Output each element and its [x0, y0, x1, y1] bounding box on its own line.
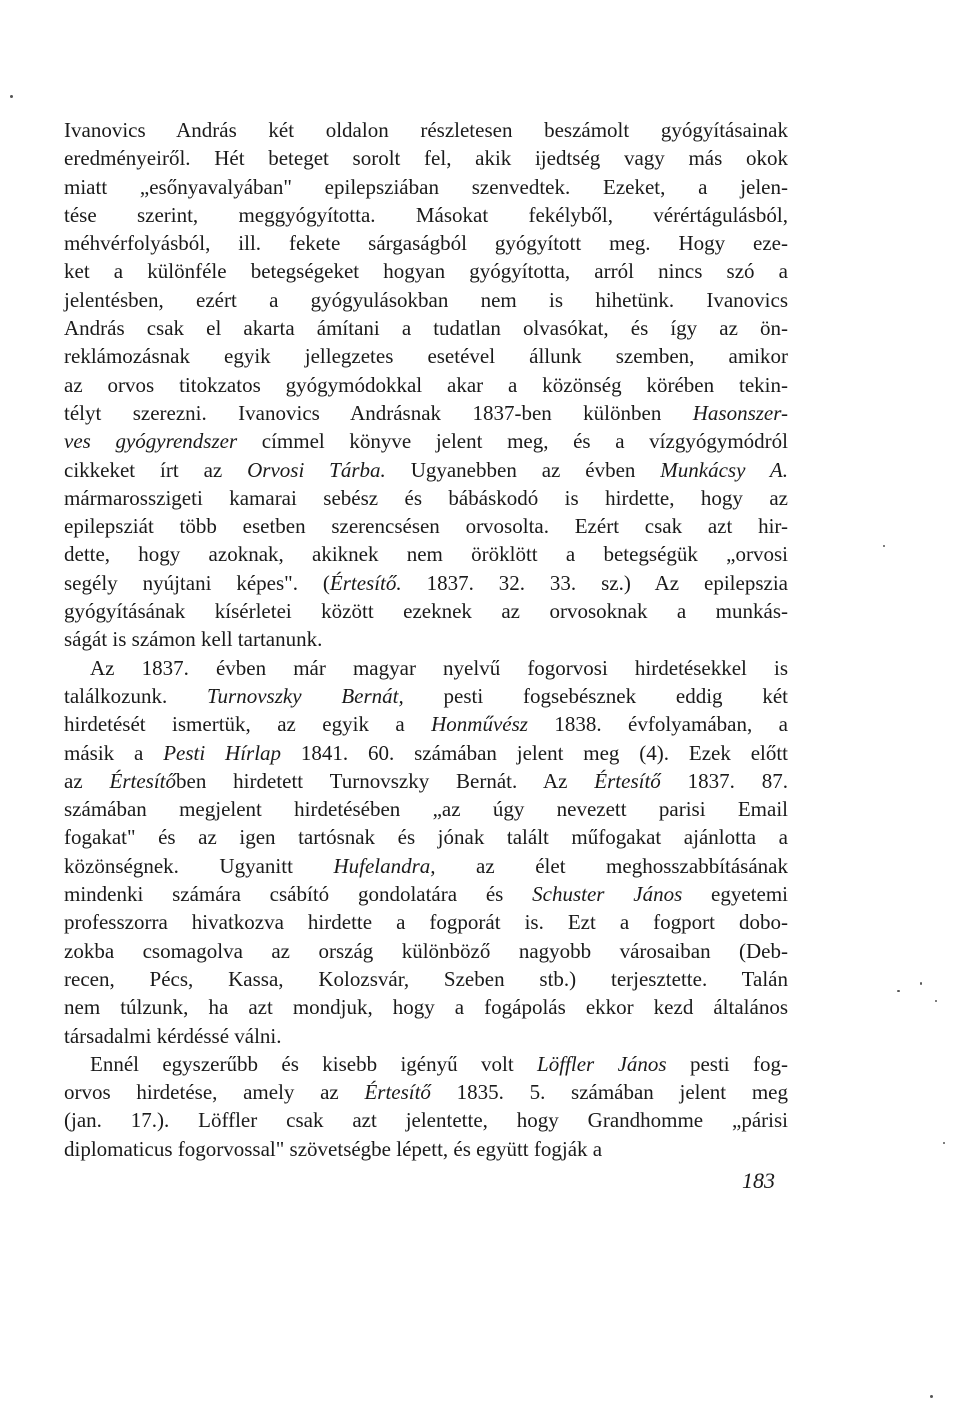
text-line [64, 371, 788, 399]
text-segment: zokba csomagolva az ország különböző nagyobb városaiban (Deb- [64, 938, 788, 963]
text-line [64, 1050, 788, 1078]
text-segment: professzorra hivatkozva hirdette a fogporát is. Ezt a fogport dobo- [64, 910, 788, 935]
text-segment: reklámozásnak egyik jellegzetes esetével állunk szemben, amikor [64, 344, 788, 369]
text-line [64, 540, 788, 568]
text-line [64, 965, 788, 993]
scan-speck [897, 990, 900, 992]
text-segment: recen, Pécs, Kassa, Kolozsvár, Szeben stb.) terjesztette. Talán [64, 966, 788, 991]
text-line [64, 286, 788, 314]
text-line [64, 1078, 788, 1106]
text-segment: orvos hirdetése, amely az [64, 1080, 365, 1105]
text-line [64, 682, 788, 710]
italic-segment: Hasonszer- [692, 400, 788, 425]
text-segment: ságát is számon kell tartanunk. [64, 627, 323, 652]
text-line [64, 456, 788, 484]
text-line [64, 116, 788, 144]
text-segment: dette, hogy azoknak, akiknek nem öröklött a betegségük „orvosi [64, 542, 788, 567]
text-line [64, 569, 788, 597]
text-segment: miatt „esőnyavalyában" epilepsziában szenvedtek. Ezeket, a jelen- [64, 174, 788, 199]
text-segment: az élet meghosszabbításának [435, 853, 788, 878]
scan-speck [943, 1142, 945, 1144]
text-segment: 1838. évfolyamában, a [527, 712, 788, 737]
text-line [64, 512, 788, 540]
text-line [64, 1106, 788, 1134]
italic-segment: ves gyógyrendszer [64, 429, 238, 454]
text-line [64, 484, 788, 512]
text-segment: télyt szerezni. Ivanovics Andrásnak 1837-ben különben [64, 400, 693, 425]
italic-segment: Munkácsy A. [660, 457, 788, 482]
text-segment: mármarosszigeti kamarai sebész és bábáskodó is hirdette, hogy az [64, 485, 788, 510]
text-segment: az orvos titokzatos gyógymódokkal akar a közönség körében tekin- [64, 372, 788, 397]
scan-speck [935, 1000, 937, 1002]
italic-segment: Értesítő. [329, 570, 402, 595]
text-segment: diplomaticus fogorvossal" szövetségbe lépett, és együtt fogják a [64, 1136, 603, 1161]
text-line [64, 342, 788, 370]
italic-segment: Schuster János [532, 882, 683, 907]
text-segment: jelentésben, ezért a gyógyulásokban nem is hihetünk. Ivanovics [64, 287, 788, 312]
italic-segment: Értesítő [364, 1080, 431, 1105]
text-segment: közönségnek. Ugyanitt [64, 853, 334, 878]
text-segment: 1837. 32. 33. sz.) Az epilepszia [401, 570, 788, 595]
italic-segment: Pesti Hírlap [163, 740, 282, 765]
text-segment: fogakat" és az igen tartósnak és jónak talált műfogakat ajánlotta a [64, 825, 788, 850]
text-segment: ben hirdetett Turnovszky Bernát. Az [176, 768, 595, 793]
text-segment: 1841. 60. számában jelent meg (4). Ezek előtt [281, 740, 789, 765]
text-line [64, 852, 788, 880]
text-segment: segély nyújtani képes". ( [64, 570, 330, 595]
text-line [64, 257, 788, 285]
text-segment: gyógyításának kísérletei között ezeknek az orvosoknak a munkás- [64, 599, 788, 624]
scan-speck [930, 1395, 933, 1398]
text-line [64, 654, 788, 682]
text-line [64, 908, 788, 936]
text-line [64, 201, 788, 229]
text-segment: számában megjelent hirdetésében „az úgy nevezett parisi Email [64, 797, 788, 822]
text-segment: (jan. 17.). Löffler csak azt jelentette, hogy Grandhomme „párisi [64, 1108, 788, 1133]
italic-segment: Turnovszky Bernát, [207, 683, 404, 708]
italic-segment: Értesítő [594, 768, 661, 793]
text-line [64, 823, 788, 851]
text-line [64, 399, 788, 427]
text-segment: 1837. 87. [660, 768, 788, 793]
text-segment: egyetemi [682, 882, 788, 907]
text-segment: az [64, 768, 110, 793]
text-line [64, 314, 788, 342]
italic-segment: Értesítő [109, 768, 176, 793]
text-line [64, 229, 788, 257]
text-segment: András csak el akarta ámítani a tudatlan olvasókat, és így az ön- [64, 316, 788, 341]
text-segment: eredményeiről. Hét beteget sorolt fel, akik ijedtség vagy más okok [64, 146, 788, 171]
scan-speck [10, 95, 13, 98]
text-line [64, 937, 788, 965]
text-segment: cikkeket írt az [64, 457, 248, 482]
text-line [64, 767, 788, 795]
body-text [64, 116, 788, 1163]
text-line [64, 880, 788, 908]
text-segment: Az 1837. évben már magyar nyelvű fogorvosi hirdetésekkel is [90, 655, 788, 680]
text-segment: Ennél egyszerűbb és kisebb igényű volt [90, 1051, 538, 1076]
text-segment: találkozunk. [64, 683, 208, 708]
text-segment: epilepsziát több esetben szerencsésen orvosolta. Ezért csak azt hir- [64, 514, 788, 539]
text-segment: ket a különféle betegségeket hogyan gyógyította, arról nincs szó a [64, 259, 788, 284]
text-line [64, 1022, 788, 1050]
page-number: 183 [742, 1168, 775, 1193]
text-line [64, 173, 788, 201]
text-segment: 1835. 5. számában jelent meg [430, 1080, 788, 1105]
text-segment: tése szerint, meggyógyította. Másokat fekélyből, vérértágulásból, [64, 202, 788, 227]
text-line [64, 710, 788, 738]
text-line [64, 597, 788, 625]
text-segment: hirdetését ismertük, az egyik a [64, 712, 432, 737]
italic-segment: Hufelandra, [333, 853, 436, 878]
text-segment: másik a [64, 740, 164, 765]
text-line [64, 993, 788, 1021]
italic-segment: Orvosi Tárba. [247, 457, 386, 482]
scan-speck [920, 982, 922, 985]
text-segment: nem túlzunk, ha azt mondjuk, hogy a fogápolás ekkor kezd általános [64, 995, 788, 1020]
text-segment: Ugyanebben az évben [385, 457, 661, 482]
italic-segment: Löffler János [537, 1051, 667, 1076]
text-line [64, 795, 788, 823]
scan-speck [883, 545, 885, 547]
italic-segment: Honművész [431, 712, 528, 737]
text-line [64, 427, 788, 455]
text-line [64, 1135, 788, 1163]
text-segment: Ivanovics András két oldalon részletesen beszámolt gyógyításainak [64, 118, 788, 142]
text-line [64, 739, 788, 767]
text-segment: társadalmi kérdéssé válni. [64, 1023, 282, 1048]
text-segment: címmel könyve jelent meg, és a vízgyógymódról [237, 429, 788, 454]
text-segment: mindenki számára csábító gondolatára és [64, 882, 533, 907]
text-segment: pesti fogsebésznek eddig két [403, 683, 788, 708]
text-segment: pesti fog- [666, 1051, 788, 1076]
text-line [64, 625, 788, 653]
text-line [64, 144, 788, 172]
text-segment: méhvérfolyásból, ill. fekete sárgaságból gyógyított meg. Hogy eze- [64, 231, 788, 256]
